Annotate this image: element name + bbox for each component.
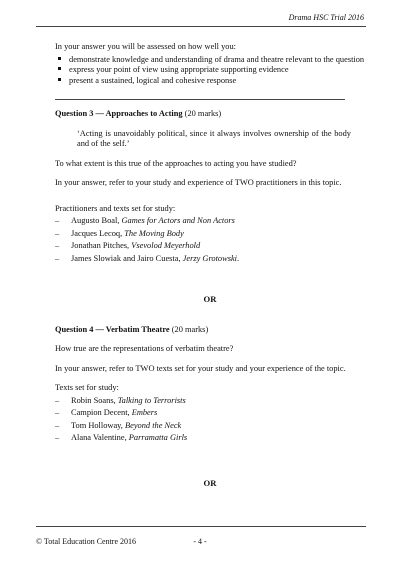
or-separator: OR (203, 294, 217, 304)
question-3-instruction: In your answer, refer to your study and experience of TWO practitioners in this topic. (55, 178, 342, 187)
list-dash: – (55, 433, 60, 443)
question-4-prompt: How true are the representations of verbatim theatre? (55, 344, 234, 354)
item-author: Tom Holloway, (71, 420, 125, 430)
question-3-list-heading: Practitioners and texts set for study: (55, 203, 176, 213)
item-author: Robin Soans, (71, 395, 118, 405)
list-item (55, 216, 365, 227)
running-header: Drama HSC Trial 2016 (288, 13, 364, 22)
square-bullet-icon (58, 67, 61, 70)
header-rule (36, 26, 366, 27)
item-work: Games for Actors and Non Actors (121, 216, 235, 225)
list-item (55, 229, 365, 240)
list-item (55, 408, 365, 419)
assessment-intro: In your answer you will be assessed on how well you: (55, 42, 236, 51)
item-work: Beyond the Neck (125, 420, 182, 430)
footer-copyright: © Total Education Centre 2016 (36, 537, 137, 546)
question-4-instruction: In your answer, refer to TWO texts set for your study and your experience of the topic. (55, 363, 346, 373)
item-author: Augusto Boal, (71, 216, 122, 225)
item-work: The Moving Body (124, 228, 184, 238)
square-bullet-icon (58, 78, 61, 81)
list-dash: – (55, 241, 60, 250)
list-item (55, 254, 365, 265)
item-author: James Slowiak and Jairo Cuesta, (71, 253, 183, 263)
list-item (55, 396, 365, 407)
question-4-title: Question 4 — Verbatim Theatre (55, 324, 170, 334)
list-dash: – (55, 408, 60, 418)
item-work: Jerzy Grotowski (182, 253, 238, 263)
question-3-title: Question 3 — Approaches to Acting (55, 109, 183, 118)
question-4-text-list (55, 396, 365, 444)
assessment-criteria (55, 55, 365, 87)
list-item (55, 241, 365, 252)
list-dash: – (55, 420, 60, 430)
criterion-text: present a sustained, logical and cohesive response (69, 75, 237, 85)
item-work: Parramatta Girls (128, 433, 188, 443)
footer-rule (36, 526, 366, 527)
item-author: Alana Valentine, (71, 433, 129, 443)
item-author: Campion Decent, (71, 408, 132, 418)
item-tail: . (237, 253, 240, 263)
item-author: Jonathan Pitches, (71, 241, 132, 250)
list-dash: – (55, 228, 60, 238)
criterion-text: express your point of view using appropriate supporting evidence (69, 65, 289, 74)
criterion-item (55, 55, 365, 66)
question-4-heading (55, 325, 365, 336)
square-bullet-icon (58, 57, 61, 60)
list-item (55, 421, 365, 432)
criterion-item (55, 76, 365, 87)
question-4-list-heading: Texts set for study: (55, 383, 119, 393)
page-number: - 4 - (193, 537, 207, 546)
question-3-quote: ‘Acting is unavoidably political, since it always involves ownership of the body and of the self.’ (77, 128, 351, 148)
item-work: Talking to Terrorists (117, 395, 186, 405)
item-work: Embers (131, 408, 158, 418)
list-dash: – (55, 216, 60, 225)
item-work: Vsevolod Meyerhold (131, 241, 201, 250)
question-3-prompt: To what extent is this true of the approaches to acting you have studied? (55, 158, 297, 168)
question-3-heading (55, 109, 365, 120)
or-separator: OR (203, 477, 217, 488)
section-divider (55, 99, 345, 100)
list-dash: – (55, 253, 60, 263)
question-4-marks: (20 marks) (171, 324, 209, 334)
page-content (55, 42, 365, 488)
criterion-item (55, 65, 365, 76)
criterion-text: demonstrate knowledge and understanding of drama and theatre relevant to the question (69, 54, 365, 64)
question-3-practitioner-list (55, 216, 365, 264)
list-item (55, 433, 365, 444)
item-author: Jacques Lecoq, (71, 228, 125, 238)
question-3-marks: (20 marks) (184, 109, 222, 118)
list-dash: – (55, 395, 60, 405)
